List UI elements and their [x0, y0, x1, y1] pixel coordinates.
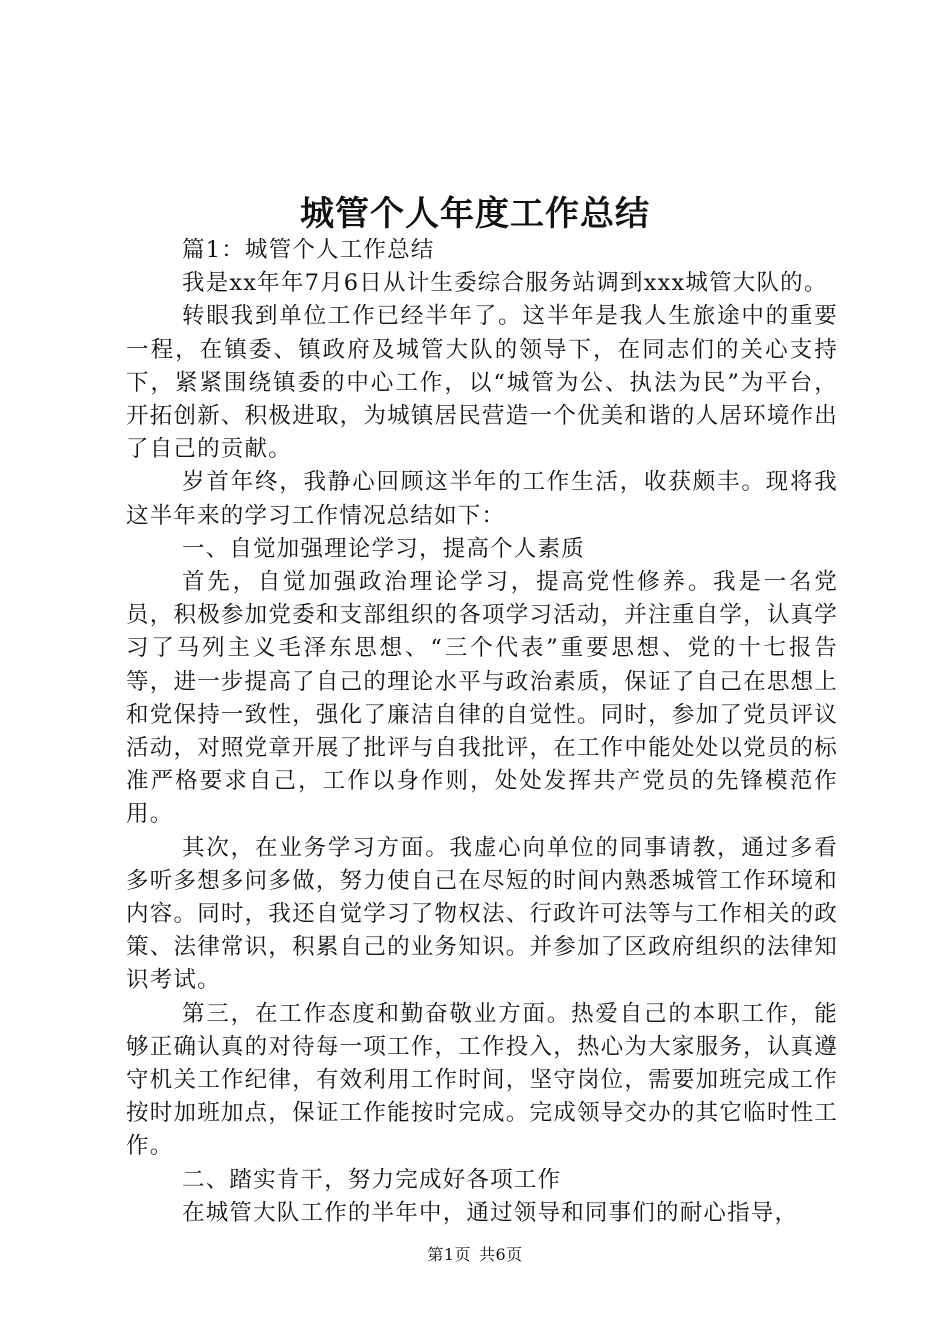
body-paragraph: 第三，在工作态度和勤奋敬业方面。热爱自己的本职工作，能够正确认真的对待每一项工作，工作投入，热心为大家服务，认真遵守机关工作纪律，有效利用工作时间，坚守岗位，需要加班完成工作按时加班加点，保证工作能按时完成。完成领导交办的其它临时性工作。 — [126, 1000, 838, 1160]
page-footer — [0, 1242, 950, 1265]
page-number: 第1页 — [427, 1245, 471, 1264]
section-heading: 一、自觉加强理论学习，提高个人素质 — [182, 535, 585, 562]
document-title: 城管个人年度工作总结 — [300, 194, 650, 234]
body-paragraph: 首先，自觉加强政治理论学习，提高党性修养。我是一名党员，积极参加党委和支部组织的各项学习活动，并注重自学，认真学习了马列主义毛泽东思想、“三个代表”重要思想、党的十七报告等，进一步提高了自己的理论水平与政治素质，保证了自己在思想上和党保持一致性，强化了廉洁自律的自觉性。同时，参加了党员评议活动，对照党章开展了批评与自我批评，在工作中能处处以党员的标准严格要求自己，工作以身作则，处处发挥共产党员的先锋模范作用。 — [126, 569, 838, 828]
document-body — [126, 234, 838, 1230]
body-paragraph: 其次，在业务学习方面。我虚心向单位的同事请教，通过多看多听多想多问多做，努力使自己在尽短的时间内熟悉城管工作环境和内容。同时，我还自觉学习了物权法、行政许可法等与工作相关的政策、法律常识，积累自己的业务知识。并参加了区政府组织的法律知识考试。 — [126, 834, 838, 994]
section-heading: 篇1：城管个人工作总结 — [182, 237, 435, 263]
section-heading: 二、踏实肯干，努力完成好各项工作 — [182, 1166, 562, 1193]
body-paragraph: 岁首年终，我静心回顾这半年的工作生活，收获颇丰。现将我这半年来的学习工作情况总结如下： — [126, 469, 838, 529]
body-paragraph: 转眼我到单位工作已经半年了。这半年是我人生旅途中的重要一程，在镇委、镇政府及城管大队的领导下，在同志们的关心支持下，紧紧围绕镇委的中心工作，以“城管为公、执法为民”为平台，开拓创新、积极进取，为城镇居民营造一个优美和谐的人居环境作出了自己的贡献。 — [126, 303, 838, 463]
page-total: 共6页 — [479, 1245, 523, 1264]
body-paragraph: 在城管大队工作的半年中，通过领导和同事们的耐心指导， — [182, 1199, 799, 1226]
body-paragraph: 我是xx年年7月6日从计生委综合服务站调到xxx城管大队的。 — [182, 270, 828, 297]
